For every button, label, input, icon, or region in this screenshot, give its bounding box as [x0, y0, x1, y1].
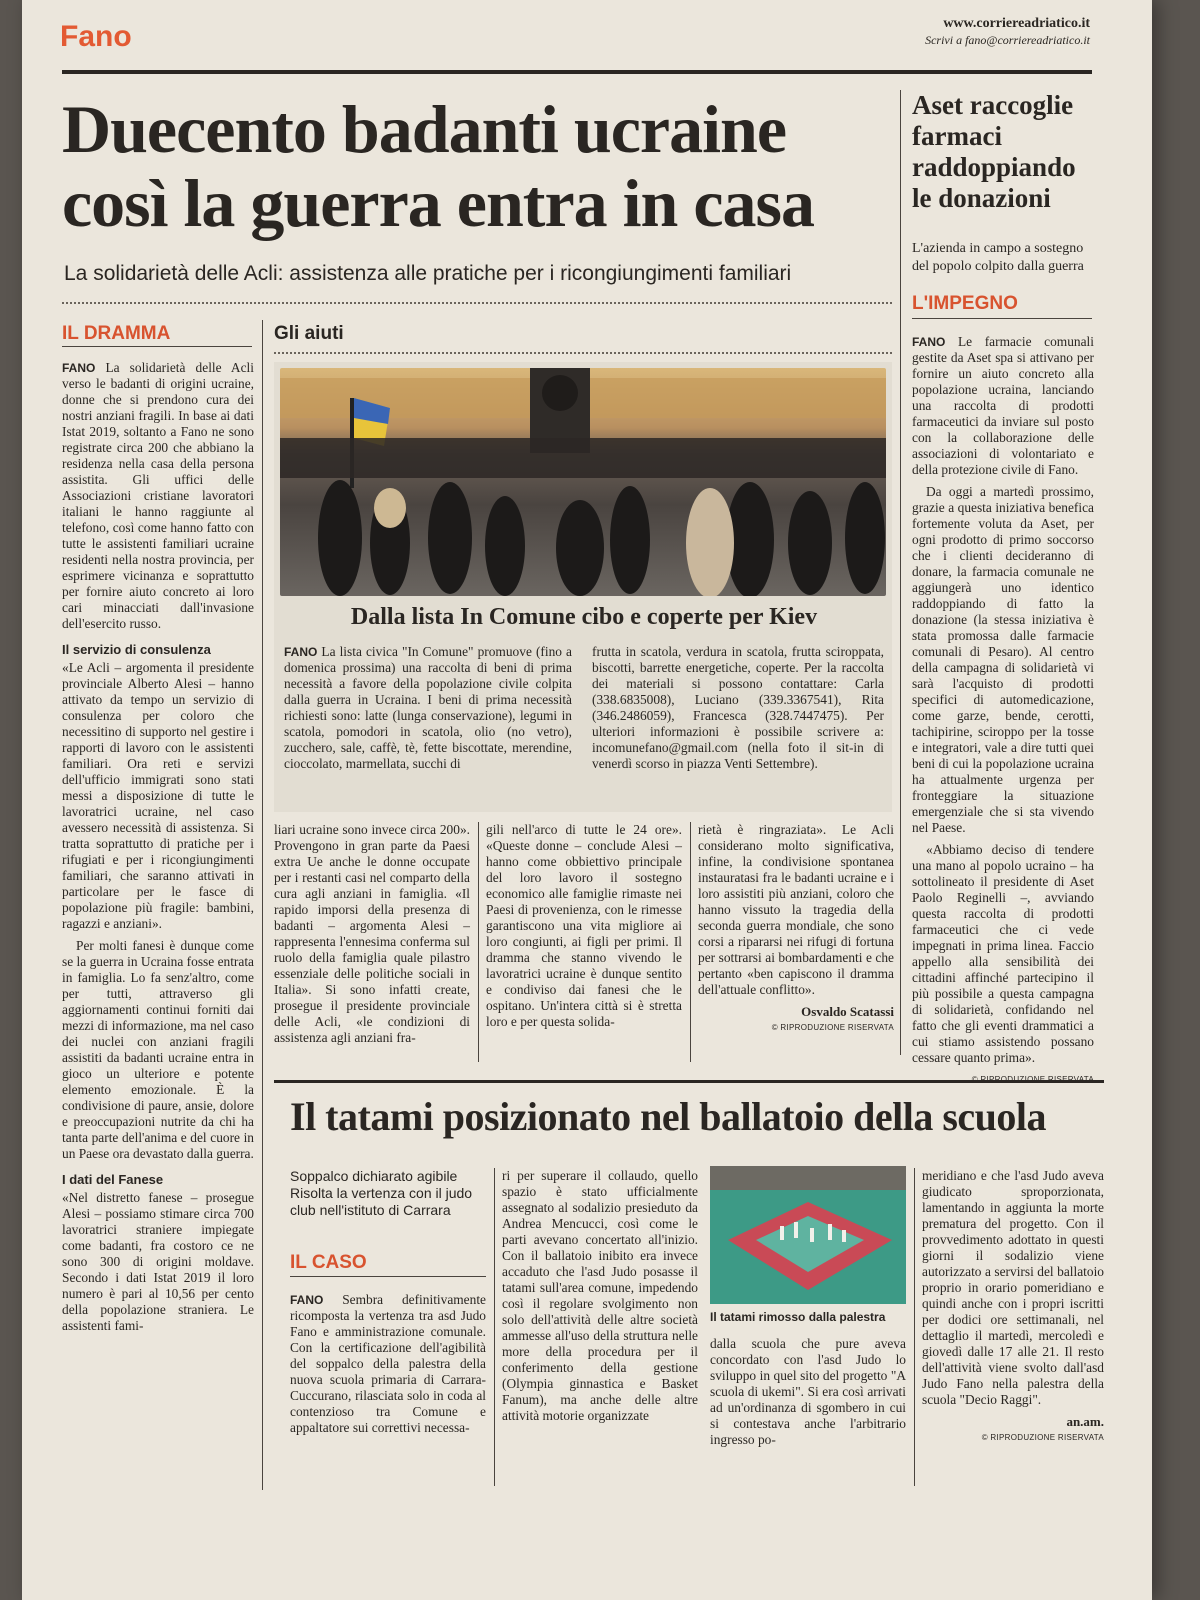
bottom-text-3: dalla scuola che pure aveva concordato con l'asd Judo lo sviluppo in quel sito del progetto "A scuola di ukemi". Si era così arrivati ad un'ordinanza di sgombero in cui si contestava anche l'arbitrario ingresso po-	[710, 1336, 906, 1447]
kicker-rule	[62, 346, 252, 347]
top-rule	[62, 70, 1092, 74]
main-headline	[62, 92, 892, 240]
copyright-notice: © RIPRODUZIONE RISERVATA	[771, 1023, 894, 1032]
section-title: Fano	[60, 20, 132, 53]
column-divider	[478, 822, 479, 1062]
author-signature: Osvaldo Scatassi	[801, 1004, 894, 1019]
sidebar-body	[912, 334, 1094, 1088]
photo-sit-in	[280, 368, 886, 596]
col2-text: liari ucraine sono invece circa 200». Provengono in gran parte da Paesi extra Ue anche le donne occupate per i restanti casi nel comparto della cura agli anziani in famiglia. «Il rapido imporsi della presenza di badanti – argomenta Alesi – rappresenta l'ennesima conferma sul ruolo della famiglia quale pilastro essenziale delle politiche sociali in Italia». Si sono infatti create, prosegue il presidente provinciale delle Acli, «le condizioni di assistenza agli anziani fra-	[274, 822, 470, 1045]
dotted-divider	[62, 302, 892, 304]
crowd-illustration	[280, 368, 886, 596]
main-article-col3	[486, 822, 682, 1036]
contact-email: Scrivi a fano@corriereadriatico.it	[925, 33, 1090, 47]
dotted-divider-aid	[274, 352, 892, 354]
aid-text-2: frutta in scatola, verdura in scatola, frutta sciroppata, biscotti, barrette energetiche, coperte. Per la raccolta dei materiali si possono contattare: Carla (338.6835008), Luciano (339.3367541), Rita (346.2486059), Francesca (328.7447475). Per ulteriori informazioni è possibile scrivere a: incomunefano@gmail.com (nella foto il sit-in di venerdì scorso in piazza Venti Settembre).	[592, 644, 884, 771]
bottom-text-1: Sembra definitivamente ricomposta la vertenza tra asd Judo Fano e amministrazione comunale. Con la certificazione dell'agibilità del soppalco della palestra della nuova scuola primaria di Carrara-Cuccurano, rilasciata solo in coda al contenzioso tra Comune e appaltatore sui correttivi necessa-	[290, 1292, 486, 1435]
main-headline-line1: Duecento badanti ucraine	[62, 91, 786, 167]
sidebar-copyright: © RIPRODUZIONE RISERVATA	[971, 1075, 1094, 1084]
col3-text: gili nell'arco di tutte le 24 ore». «Queste donne – conclude Alesi – hanno come obbiettivo principale del loro lavoro il sostegno economico alle famiglie rimaste nei Paesi di provenienza, con le rimesse garantiscono una vita migliore ai loro congiunti, ai figli per primi. Il dramma che stanno vivendo le lavoratrici ucraine è dunque sentito e condiviso dai fanesi che le ospitano. Un'intera città si è stretta loro e per questa solida-	[486, 822, 682, 1029]
website-url: www.corriereadriatico.it	[943, 16, 1090, 31]
sidebar-paragraph-3: «Abbiamo deciso di tendere una mano al popolo ucraino – ha sottolineato il presidente di Aset Paolo Reginelli –, avviando questa raccolta di prodotti farmaceutici che ci vede impegnati in prima linea. Faccio appello alla sensibilità dei cittadini affinché partecipino il più possibile a questa campagna di solidarietà, confidando nel fatto che gli eventi drammatici a cui stiamo assistendo possano cessare quanto prima».	[912, 842, 1094, 1065]
bottom-dateline: FANO	[290, 1293, 324, 1307]
main-headline-line2: così la guerra entra in casa	[62, 165, 814, 241]
column-divider	[262, 320, 263, 1490]
label-gli-aiuti: Gli aiuti	[274, 323, 344, 344]
col1-paragraph-2: «Le Acli – argomenta il presidente provinciale Alberto Alesi – hanno attivato da tempo un servizio di consulenza per coloro che necessitino di supporto nel gestire i rapporti di lavoro con le assistenti familiari. Ora reti e servizi dell'ufficio immigrati sono stati messi a disposizione di tutte le lavoratrici ucraine, nel caso avessero necessità di assistenza. Si tratta soprattutto di pratiche per i rifugiati e per i ricongiungimenti familiari, che saranno attivati in particolare per le fasce di popolazione più fragile: bambini, ragazzi e anziani».	[62, 660, 254, 931]
tatami-illustration	[710, 1166, 906, 1304]
bottom-copyright: © RIPRODUZIONE RISERVATA	[981, 1433, 1104, 1442]
main-subheadline: La solidarietà delle Acli: assistenza alle pratiche per i ricongiungimenti familiari	[64, 262, 792, 285]
bottom-text-2: ri per superare il collaudo, quello spazio è stato ufficialmente assegnato al sodalizio presieduto da Andrea Mencucci, così come le parti avevano concertato all'inizio. Con il ballatoio inibito era invece accaduto che l'asd Judo posasse il tatami sull'area comune, impedendo così il regolare svolgimento non solo dell'attività delle altre società ammesse all'uso della struttura nelle more della procedura per il conferimento della gestione (Olympia ginnastica e Basket Fanum), ma anche delle altre attività motorie organizzate	[502, 1168, 698, 1423]
bottom-deck: Soppalco dichiarato agibile Risolta la vertenza con il judo club nell'istituto di Carrara	[290, 1168, 473, 1218]
sidebar-subheadline: L'azienda in campo a sostegno del popolo colpito dalla guerra	[912, 241, 1084, 274]
sidebar-headline: Aset raccoglie farmaci raddoppiando le donazioni	[912, 90, 1076, 213]
aid-box-col1	[284, 644, 572, 778]
subtitle-dati-fanese: I dati del Fanese	[62, 1172, 164, 1187]
bottom-text-4: meridiano e che l'asd Judo aveva giudicato sproporzionata, lamentando in aggiunta la morte prematura del progetto. Con il provvedimento adottato in questi giorni il sodalizio viene autorizzato a servirsi del ballatoio proprio in orario pomeridiano e quindi anche con i propri iscritti per dodici ore settimanali, nel dettaglio il martedì, mercoledì e giovedì dalle 17 alle 21. Il resto dell'attività viene svolto dall'asd Judo Fano nella palestra della scuola "Decio Raggi".	[922, 1168, 1104, 1407]
aid-box-headline: Dalla lista In Comune cibo e coperte per Kiev	[350, 604, 818, 630]
bottom-col2	[502, 1168, 698, 1430]
column-divider	[494, 1168, 495, 1486]
aid-dateline: FANO	[284, 645, 318, 659]
photo-tatami	[710, 1166, 906, 1304]
kicker-impegno: L'IMPEGNO	[912, 293, 1018, 314]
main-article-col1	[62, 360, 254, 1340]
bottom-col4	[922, 1168, 1104, 1446]
column-divider	[914, 1168, 915, 1486]
kicker-il-caso: IL CASO	[290, 1252, 367, 1273]
kicker-il-dramma: IL DRAMMA	[62, 323, 171, 344]
col4-text: rietà è ringraziata». Le Acli considerano molto significativa, infine, la condivisione spontanea instauratasi fra le badanti ucraine e i loro assistiti più anziani, coloro che hanno vissuto la tragedia della seconda guerra mondiale, che sono corsi a ripararsi nei rifugi di fortuna per sottrarsi ai bombardamenti e che pertanto «ben capiscono il dramma dell'attuale conflitto».	[698, 822, 894, 997]
subtitle-consulenza: Il servizio di consulenza	[62, 642, 211, 657]
newspaper-page	[22, 0, 1152, 1600]
aid-text-1: La lista civica "In Comune" promuove (fino a domenica prossima) una raccolta di beni di prima necessità a favore della popolazione civile colpita dalla guerra in Ucraina. I beni di prima necessità richiesti sono: latte (lunga conservazione), legumi in scatola, pomodori in scatola, olio (no vetro), zucchero, sale, caffè, tè, fette biscottate, merendine, cioccolato, marmellata, succhi di	[284, 644, 572, 771]
bottom-col3	[710, 1336, 906, 1454]
sidebar-dateline: FANO	[912, 335, 946, 349]
col1-paragraph-1: La solidarietà delle Acli verso le badanti di origini ucraine, donne che si prendono cura dei nostri anziani fragili. In base ai dati Istat 2019, soltanto a Fano ne sono registrate circa 200 che abbiano la residenza nella casa della persona assistita. Gli uffici delle Associazioni cristiane lavoratori italiani le hanno raggiunte al telefono, così come hanno fatto con tutte le assistenti familiari ucraine residenti nella nostra provincia, per esprimere vicinanza e soprattutto per fornire aiuto concreto ai loro cari minacciati dall'invasione dell'esercito russo.	[62, 360, 254, 631]
dateline: FANO	[62, 361, 96, 375]
bottom-article-rule	[274, 1080, 1104, 1083]
col1-paragraph-3: Per molti fanesi è dunque come se la guerra in Ucraina fosse entrata in famiglia. Lo fa senz'altro, come per tutti, attraverso gli aggiornamenti continui forniti dai mezzi di informazione, ma nel caso dei nuclei con anziani fragili assistiti da badanti ucraine entra in gioco un ulteriore e potente elemento emozionale. È la condivisione di paure, ansie, dolore e preoccupazioni nutrite da chi ha tanta parte dell'anima e del cuore in un Paese ora devastato dalla guerra.	[62, 938, 254, 1161]
bottom-headline: Il tatami posizionato nel ballatoio della scuola	[290, 1094, 1047, 1139]
bottom-author: an.am.	[1066, 1414, 1104, 1429]
kicker-rule	[912, 318, 1092, 319]
masthead-contact	[925, 16, 1090, 48]
sidebar-paragraph-1: Le farmacie comunali gestite da Aset spa si attivano per fornire un aiuto concreto alla popolazione ucraina, lanciando una raccolta di prodotti farmaceutici da inviare sul posto con la collaborazione delle associazioni di volontariato e della protezione civile di Fano.	[912, 334, 1094, 477]
column-divider	[690, 822, 691, 1062]
main-article-col2	[274, 822, 470, 1052]
sidebar-paragraph-2: Da oggi a martedì prossimo, grazie a questa iniziativa benefica fortemente voluta da Aset, per ogni prodotto di primo soccorso che i clienti decideranno di donare, la farmacia comunale ne aggiungerà uno identico raddoppiando di fatto la donazione (la stessa iniziativa è stata promossa dalle farmacie comunali di Pesaro). Al centro della campagna di solidarietà vi sarà l'acquisto di prodotti specifici di automedicazione, come garze, bende, cerotti, tachipirine, sciroppo per la tosse e integratori, vale a dire tutti quei beni di cui la popolazione ucraina ha attualmente urgenza per fronteggiare la situazione emergenziale che si sta vivendo nel Paese.	[912, 484, 1094, 835]
col1-paragraph-4: «Nel distretto fanese – prosegue Alesi – possiamo stimare circa 700 lavoratrici straniere impiegate come badanti, fra costoro ce ne sono 300 di origini moldave. Secondo i dati Istat 2019 il loro numero è pari al 10,56 per cento della popolazione straniera. Le assistenti fami-	[62, 1190, 254, 1333]
sidebar-divider	[900, 90, 901, 1055]
main-article-col4	[698, 822, 894, 1036]
kicker-rule	[290, 1276, 486, 1277]
tatami-caption: Il tatami rimosso dalla palestra	[710, 1310, 886, 1324]
aid-box-col2	[592, 644, 884, 778]
bottom-col1	[290, 1292, 486, 1442]
